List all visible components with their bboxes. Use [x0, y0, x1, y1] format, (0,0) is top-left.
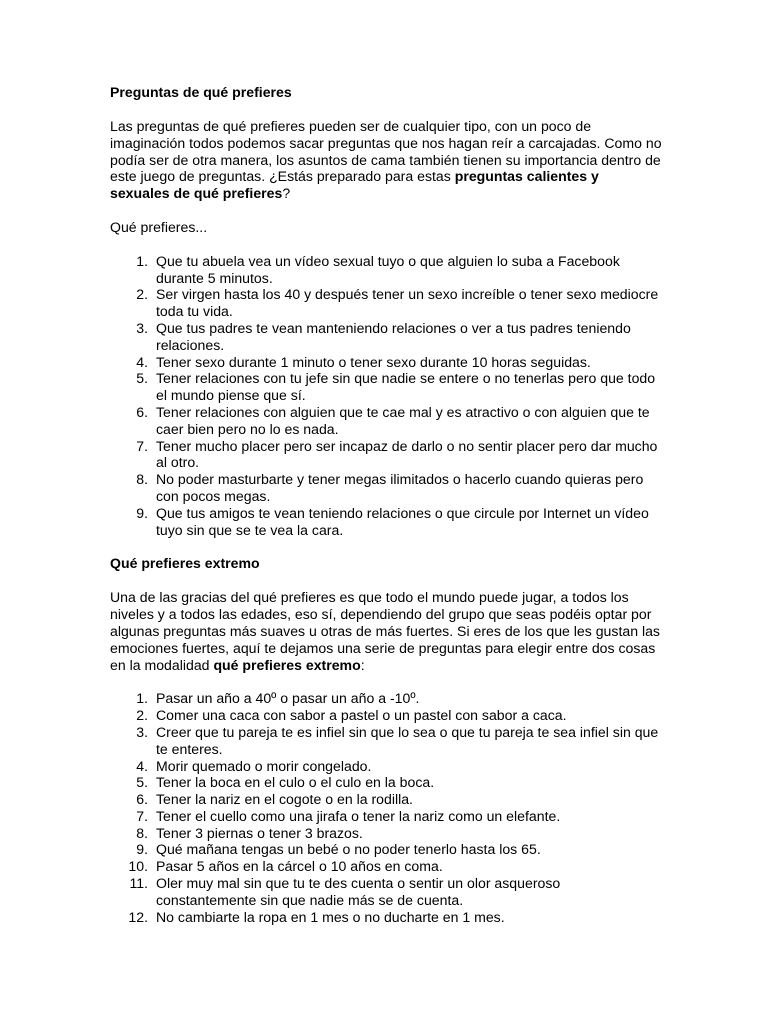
item-text: Que tus amigos te vean teniendo relaciones o que circule por Internet un vídeo tuyo sin que se te vea la cara. [156, 504, 649, 538]
item-text: Comer una caca con sabor a pastel o un pastel con sabor a caca. [156, 707, 567, 724]
item-number: 4. [136, 353, 148, 370]
list-item [110, 909, 662, 926]
list-item [110, 808, 662, 825]
intro-bold-text: qué prefieres extremo [213, 656, 361, 673]
item-text: Ser virgen hasta los 40 y después tener un sexo increíble o tener sexo mediocre toda tu vida. [156, 286, 659, 320]
item-text: Tener sexo durante 1 minuto o tener sexo durante 10 horas seguidas. [156, 353, 591, 370]
intro-end: : [360, 656, 365, 673]
list-item [110, 505, 662, 539]
list-item [110, 438, 662, 472]
item-text: Qué mañana tengas un bebé o no poder tenerlo hasta los 65. [156, 841, 541, 858]
spacer [110, 673, 662, 690]
item-number: 6. [136, 403, 148, 420]
intro-paragraph [110, 118, 662, 202]
question-list [110, 253, 662, 539]
item-text: Tener 3 piernas o tener 3 brazos. [156, 824, 363, 841]
list-item [110, 471, 662, 505]
intro-text: Una de las gracias del qué prefieres es que todo el mundo puede jugar, a todos los niveles y a todos las edades, eso sí, dependiendo del grupo que seas podéis optar por algunas preguntas más suaves u otras de más fuertes. Si eres de los que les gustan las emociones fuertes, aquí te dejamos una serie de preguntas para elegir entre dos cosas en la modalidad [110, 589, 660, 673]
list-item [110, 354, 662, 371]
item-number: 1. [136, 252, 148, 269]
item-number: 8. [136, 471, 148, 488]
item-text: Oler muy mal sin que tu te des cuenta o sentir un olor asqueroso constantemente sin que nadie más se de cuenta. [156, 875, 561, 908]
list-item [110, 825, 662, 842]
intro-bold-text: preguntas calientes y sexuales de qué prefieres [110, 168, 599, 202]
item-text: Pasar un año a 40º o pasar un año a -10º. [156, 690, 420, 707]
spacer [110, 538, 662, 555]
item-text: Tener el cuello como una jirafa o tener la nariz como un elefante. [156, 807, 561, 824]
item-number: 5. [136, 370, 148, 387]
list-item [110, 791, 662, 808]
item-number: 5. [136, 774, 148, 791]
list-item [110, 875, 662, 909]
lead-text: Qué prefieres... [110, 218, 208, 235]
list-item [110, 841, 662, 858]
item-number: 9. [136, 841, 148, 858]
item-number: 3. [136, 723, 148, 740]
item-number: 9. [136, 504, 148, 521]
intro-text: Las preguntas de qué prefieres pueden ser de cualquier tipo, con un poco de imaginación todos podemos sacar preguntas que nos hagan reír a carcajadas. Como no podía ser de otra manera, los asuntos de cama también tienen su importancia dentro de este juego de preguntas. ¿Estás preparado para estas [110, 118, 662, 185]
item-number: 7. [136, 437, 148, 454]
item-text: Tener relaciones con alguien que te cae mal y es atractivo o con alguien que te caer bien pero no lo es nada. [156, 403, 650, 437]
question-list [110, 690, 662, 925]
list-item [110, 858, 662, 875]
item-number: 3. [136, 319, 148, 336]
list-item [110, 774, 662, 791]
item-text: Tener relaciones con tu jefe sin que nadie se entere o no tenerlas pero que todo el mundo piense que sí. [156, 370, 656, 404]
item-number: 1. [136, 690, 148, 707]
item-text: No cambiarte la ropa en 1 mes o no ducharte en 1 mes. [156, 908, 505, 925]
item-number: 2. [136, 286, 148, 303]
list-item [110, 320, 662, 354]
intro-end: ? [282, 185, 291, 202]
list-item [110, 286, 662, 320]
item-text: No poder masturbarte y tener megas ilimitados o hacerlo cuando quieras pero con pocos megas. [156, 471, 644, 504]
item-number: 8. [136, 824, 148, 841]
item-text: Creer que tu pareja te es infiel sin que lo sea o que tu pareja te sea infiel sin que te enteres. [156, 723, 659, 757]
section-title: Preguntas de qué prefieres [110, 84, 292, 100]
list-item [110, 404, 662, 438]
list-item [110, 253, 662, 287]
item-number: 2. [136, 707, 148, 724]
intro-paragraph [110, 589, 662, 673]
section-title: Qué prefieres extremo [110, 555, 260, 572]
item-text: Pasar 5 años en la cárcel o 10 años en coma. [156, 858, 443, 875]
item-number: 12. [128, 908, 148, 925]
item-text: Que tus padres te vean manteniendo relaciones o ver a tus padres teniendo relaciones. [156, 319, 631, 353]
item-text: Tener la nariz en el cogote o en la rodilla. [156, 791, 413, 808]
item-text: Morir quemado o morir congelado. [156, 757, 372, 774]
spacer [110, 202, 662, 219]
item-number: 4. [136, 757, 148, 774]
item-text: Que tu abuela vea un vídeo sexual tuyo o que alguien lo suba a Facebook durante 5 minutos. [156, 252, 620, 286]
item-number: 6. [136, 791, 148, 808]
list-item [110, 724, 662, 758]
list-item [110, 758, 662, 775]
list-item [110, 690, 662, 707]
item-number: 10. [128, 858, 148, 875]
document-page [110, 84, 662, 925]
item-number: 11. [129, 875, 148, 892]
list-item [110, 370, 662, 404]
item-text: Tener la boca en el culo o el culo en la boca. [156, 774, 435, 791]
item-number: 7. [136, 807, 148, 824]
item-text: Tener mucho placer pero ser incapaz de darlo o no sentir placer pero dar mucho al otro. [156, 437, 658, 471]
spacer [110, 236, 662, 253]
spacer [110, 572, 662, 589]
list-item [110, 707, 662, 724]
spacer [110, 101, 662, 118]
